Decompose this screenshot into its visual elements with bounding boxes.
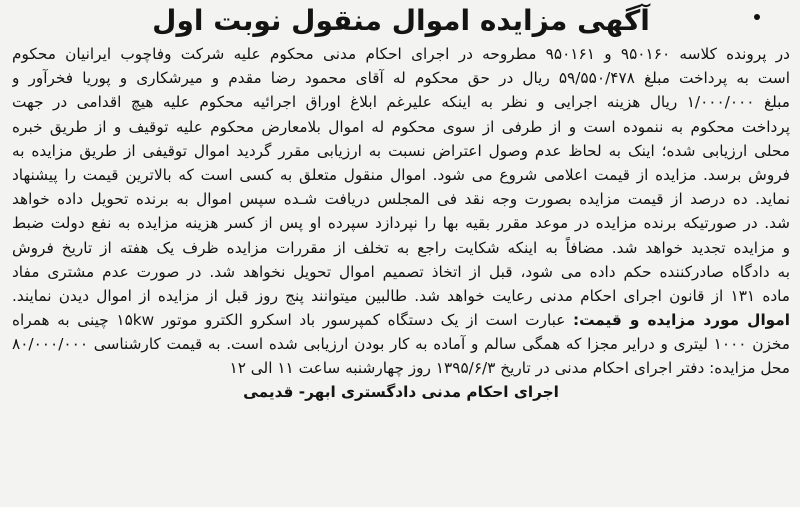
item-line: مخزن ۱۰۰۰ لیتری و درایر مجزا که همگی سالم و آماده به کار بودن ارزیابی شده است. به قیمت کارشناسی ۸۰/۰۰۰/۰۰۰ — [12, 335, 790, 354]
signature: اجرای احکام مدنی دادگستری ابهر- قدیمی — [243, 382, 559, 401]
item-line — [12, 308, 790, 332]
notice-title: آگهی مزایده اموال منقول نوبت اول — [152, 4, 650, 37]
body-line: است به پرداخت مبلغ ۵۹/۵۵۰/۴۷۸ ریال در حق محکوم له آقای محمود رضا مقدم و میرشکاری و پوریا فخرآور و — [12, 69, 790, 88]
body-line: فروش برسد. مزایده از قیمت اعلامی شروع می شود. اموال منقول متعلق به کسی است که بالاترین قیمت را پیشنهاد — [12, 165, 790, 184]
body-line: در پرونده کلاسه ۹۵۰۱۶۰ و ۹۵۰۱۶۱ مطروحه در اجرای احکام مدنی محکوم علیه شرکت وفاچوب ایرانیان محکوم — [12, 45, 790, 63]
body-line: و مزایده تجدید خواهد شد. مضافاً به اینکه شکایت راجع به تخلف از مقررات مزایده ظرف یک هفته از تاریخ فروش — [12, 238, 790, 257]
body-line: مبلغ ۱/۰۰۰/۰۰۰ ریال هزینه اجرایی و نظر به اینکه علیرغم ابلاغ اوراق اجرائیه محکوم علیه هیچ اقدامی در جهت — [12, 93, 790, 112]
body-line: پرداخت محکوم به ننموده است و از طرفی از سوی محکوم له اموال بلامعارض محکوم علیه توقیف و از طریق خبره — [12, 117, 790, 136]
body-line: شد. در صورتیکه برنده مزایده در موعد مقرر بقیه بها را نپردازد سپرده او پس از کسر هزینه مزایده به نفع دولت ضبط — [12, 214, 790, 233]
item-label: اموال مورد مزایده و قیمت: — [572, 311, 790, 330]
auction-location-line: محل مزایده: دفتر اجرای احکام مدنی در تاریخ ۱۳۹۵/۶/۳ روز چهارشنبه ساعت ۱۱ الی ۱۲ — [229, 359, 790, 378]
body-line: نماید. ده درصد از قیمت مزایده بصورت وجه نقد فی المجلس دریافت شـده سپس اموال به برنده تحویل داده خواهد — [12, 190, 790, 209]
notice-body — [12, 42, 790, 381]
bullet-dot — [754, 14, 760, 20]
body-line: به دادگاه صادرکننده حکم داده می شود، قبل از اتخاذ تصمیم اموال تحویل نخواهد شد. در صورت عدم مشتری مفاد — [12, 262, 790, 281]
item-description: عبارت است از یک دستگاه کمپرسور باد اسکرو الکترو موتور ۱۵kw چینی به همراه — [12, 311, 573, 330]
body-line: ماده ۱۳۱ از قانون اجرای احکام مدنی رعایت خواهد شد. طالبین میتوانند پنج روز قبل از مزایده از اموال دیدن نمایند. — [12, 286, 790, 305]
body-line: محلی ارزیابی شده؛ اینک به لحاظ عدم وصول اعتراض نسبت به ارزیابی مقرر گردید اموال توقیفی از طریق مزایده به — [12, 141, 790, 160]
